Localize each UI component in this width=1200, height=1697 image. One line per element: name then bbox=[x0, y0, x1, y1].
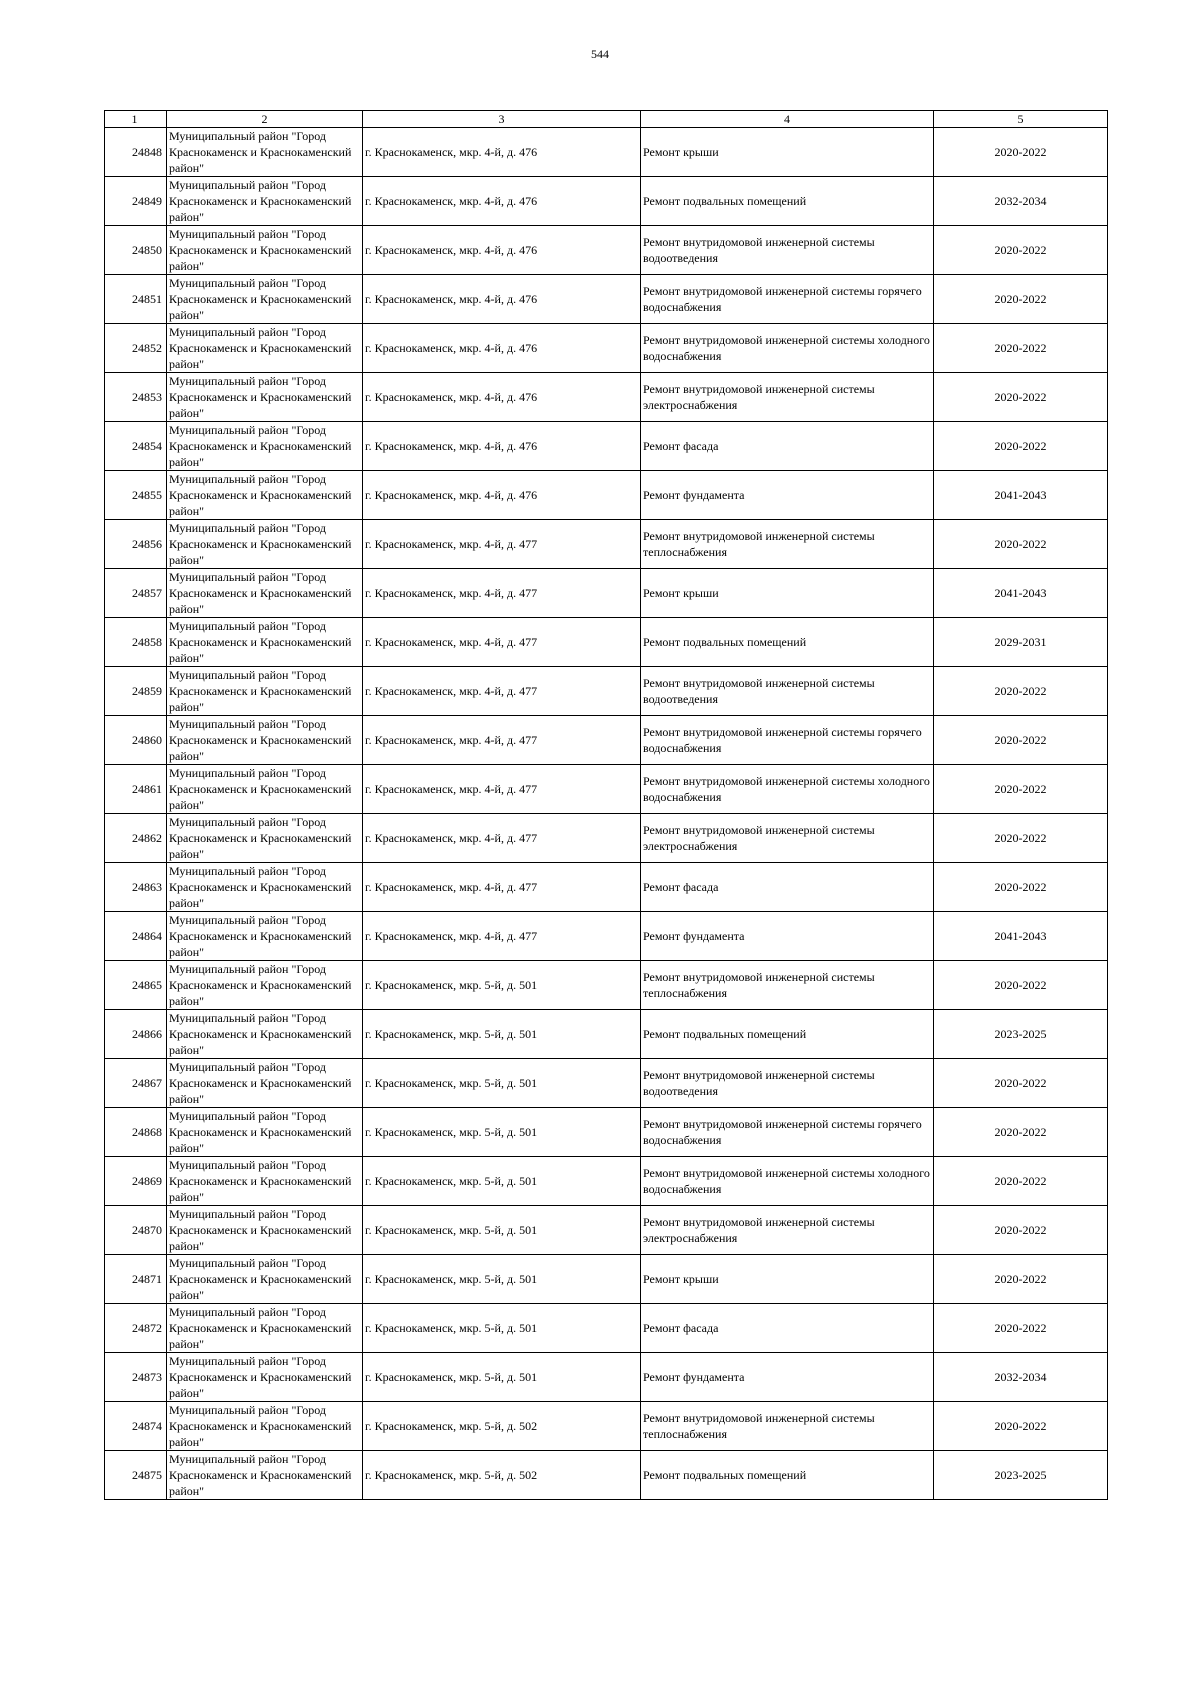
work-type-cell: Ремонт внутридомовой инженерной системы водоотведения bbox=[641, 226, 934, 275]
row-number-cell: 24855 bbox=[105, 471, 167, 520]
address-cell: г. Краснокаменск, мкр. 4-й, д. 477 bbox=[363, 520, 641, 569]
municipality-cell: Муниципальный район "Город Краснокаменск и Краснокаменский район" bbox=[167, 667, 363, 716]
address-cell: г. Краснокаменск, мкр. 4-й, д. 477 bbox=[363, 863, 641, 912]
table-row bbox=[105, 912, 1108, 961]
period-cell: 2023-2025 bbox=[934, 1451, 1108, 1500]
municipality-cell: Муниципальный район "Город Краснокаменск и Краснокаменский район" bbox=[167, 520, 363, 569]
table-row bbox=[105, 422, 1108, 471]
address-cell: г. Краснокаменск, мкр. 4-й, д. 476 bbox=[363, 226, 641, 275]
table-row bbox=[105, 177, 1108, 226]
table-row bbox=[105, 275, 1108, 324]
address-cell: г. Краснокаменск, мкр. 5-й, д. 501 bbox=[363, 1255, 641, 1304]
work-type-cell: Ремонт фасада bbox=[641, 422, 934, 471]
address-cell: г. Краснокаменск, мкр. 5-й, д. 501 bbox=[363, 961, 641, 1010]
table-row bbox=[105, 1353, 1108, 1402]
period-cell: 2041-2043 bbox=[934, 471, 1108, 520]
table-row bbox=[105, 471, 1108, 520]
table-row bbox=[105, 1108, 1108, 1157]
municipality-cell: Муниципальный район "Город Краснокаменск и Краснокаменский район" bbox=[167, 1402, 363, 1451]
address-cell: г. Краснокаменск, мкр. 5-й, д. 501 bbox=[363, 1157, 641, 1206]
address-cell: г. Краснокаменск, мкр. 4-й, д. 476 bbox=[363, 128, 641, 177]
address-cell: г. Краснокаменск, мкр. 5-й, д. 502 bbox=[363, 1451, 641, 1500]
table-row bbox=[105, 1059, 1108, 1108]
table-row bbox=[105, 765, 1108, 814]
period-cell: 2020-2022 bbox=[934, 1304, 1108, 1353]
period-cell: 2032-2034 bbox=[934, 1353, 1108, 1402]
repair-schedule-table bbox=[104, 110, 1108, 1500]
period-cell: 2020-2022 bbox=[934, 128, 1108, 177]
row-number-cell: 24872 bbox=[105, 1304, 167, 1353]
period-cell: 2020-2022 bbox=[934, 324, 1108, 373]
row-number-cell: 24870 bbox=[105, 1206, 167, 1255]
municipality-cell: Муниципальный район "Город Краснокаменск и Краснокаменский район" bbox=[167, 226, 363, 275]
period-cell: 2029-2031 bbox=[934, 618, 1108, 667]
municipality-cell: Муниципальный район "Город Краснокаменск и Краснокаменский район" bbox=[167, 471, 363, 520]
row-number-cell: 24875 bbox=[105, 1451, 167, 1500]
municipality-cell: Муниципальный район "Город Краснокаменск и Краснокаменский район" bbox=[167, 716, 363, 765]
row-number-cell: 24857 bbox=[105, 569, 167, 618]
table-row bbox=[105, 324, 1108, 373]
row-number-cell: 24867 bbox=[105, 1059, 167, 1108]
address-cell: г. Краснокаменск, мкр. 4-й, д. 477 bbox=[363, 765, 641, 814]
address-cell: г. Краснокаменск, мкр. 4-й, д. 476 bbox=[363, 471, 641, 520]
period-cell: 2020-2022 bbox=[934, 1108, 1108, 1157]
table-row bbox=[105, 226, 1108, 275]
row-number-cell: 24861 bbox=[105, 765, 167, 814]
table-row bbox=[105, 1010, 1108, 1059]
table-row bbox=[105, 863, 1108, 912]
municipality-cell: Муниципальный район "Город Краснокаменск и Краснокаменский район" bbox=[167, 618, 363, 667]
row-number-cell: 24871 bbox=[105, 1255, 167, 1304]
row-number-cell: 24869 bbox=[105, 1157, 167, 1206]
work-type-cell: Ремонт внутридомовой инженерной системы электроснабжения bbox=[641, 1206, 934, 1255]
municipality-cell: Муниципальный район "Город Краснокаменск и Краснокаменский район" bbox=[167, 569, 363, 618]
work-type-cell: Ремонт крыши bbox=[641, 1255, 934, 1304]
address-cell: г. Краснокаменск, мкр. 4-й, д. 477 bbox=[363, 569, 641, 618]
period-cell: 2041-2043 bbox=[934, 569, 1108, 618]
row-number-cell: 24852 bbox=[105, 324, 167, 373]
table-row bbox=[105, 1255, 1108, 1304]
address-cell: г. Краснокаменск, мкр. 4-й, д. 476 bbox=[363, 373, 641, 422]
row-number-cell: 24851 bbox=[105, 275, 167, 324]
address-cell: г. Краснокаменск, мкр. 4-й, д. 477 bbox=[363, 912, 641, 961]
municipality-cell: Муниципальный район "Город Краснокаменск и Краснокаменский район" bbox=[167, 765, 363, 814]
table-row bbox=[105, 520, 1108, 569]
column-header-2: 2 bbox=[167, 111, 363, 128]
table-row bbox=[105, 814, 1108, 863]
row-number-cell: 24858 bbox=[105, 618, 167, 667]
column-header-3: 3 bbox=[363, 111, 641, 128]
column-header-4: 4 bbox=[641, 111, 934, 128]
work-type-cell: Ремонт внутридомовой инженерной системы горячего водоснабжения bbox=[641, 275, 934, 324]
table-row bbox=[105, 618, 1108, 667]
work-type-cell: Ремонт внутридомовой инженерной системы теплоснабжения bbox=[641, 1402, 934, 1451]
address-cell: г. Краснокаменск, мкр. 5-й, д. 501 bbox=[363, 1108, 641, 1157]
address-cell: г. Краснокаменск, мкр. 5-й, д. 501 bbox=[363, 1206, 641, 1255]
row-number-cell: 24850 bbox=[105, 226, 167, 275]
municipality-cell: Муниципальный район "Город Краснокаменск и Краснокаменский район" bbox=[167, 863, 363, 912]
period-cell: 2020-2022 bbox=[934, 716, 1108, 765]
row-number-cell: 24853 bbox=[105, 373, 167, 422]
row-number-cell: 24849 bbox=[105, 177, 167, 226]
work-type-cell: Ремонт внутридомовой инженерной системы водоотведения bbox=[641, 1059, 934, 1108]
municipality-cell: Муниципальный район "Город Краснокаменск и Краснокаменский район" bbox=[167, 177, 363, 226]
municipality-cell: Муниципальный район "Город Краснокаменск и Краснокаменский район" bbox=[167, 912, 363, 961]
row-number-cell: 24862 bbox=[105, 814, 167, 863]
row-number-cell: 24865 bbox=[105, 961, 167, 1010]
row-number-cell: 24873 bbox=[105, 1353, 167, 1402]
work-type-cell: Ремонт внутридомовой инженерной системы электроснабжения bbox=[641, 814, 934, 863]
work-type-cell: Ремонт подвальных помещений bbox=[641, 1451, 934, 1500]
municipality-cell: Муниципальный район "Город Краснокаменск и Краснокаменский район" bbox=[167, 1304, 363, 1353]
work-type-cell: Ремонт внутридомовой инженерной системы теплоснабжения bbox=[641, 961, 934, 1010]
municipality-cell: Муниципальный район "Город Краснокаменск и Краснокаменский район" bbox=[167, 961, 363, 1010]
address-cell: г. Краснокаменск, мкр. 4-й, д. 476 bbox=[363, 324, 641, 373]
municipality-cell: Муниципальный район "Город Краснокаменск и Краснокаменский район" bbox=[167, 1255, 363, 1304]
municipality-cell: Муниципальный район "Город Краснокаменск и Краснокаменский район" bbox=[167, 373, 363, 422]
table-row bbox=[105, 1304, 1108, 1353]
work-type-cell: Ремонт внутридомовой инженерной системы теплоснабжения bbox=[641, 520, 934, 569]
work-type-cell: Ремонт фасада bbox=[641, 1304, 934, 1353]
period-cell: 2020-2022 bbox=[934, 667, 1108, 716]
address-cell: г. Краснокаменск, мкр. 4-й, д. 476 bbox=[363, 422, 641, 471]
address-cell: г. Краснокаменск, мкр. 4-й, д. 477 bbox=[363, 667, 641, 716]
table-row bbox=[105, 128, 1108, 177]
work-type-cell: Ремонт фасада bbox=[641, 863, 934, 912]
table-row bbox=[105, 1206, 1108, 1255]
municipality-cell: Муниципальный район "Город Краснокаменск и Краснокаменский район" bbox=[167, 1059, 363, 1108]
row-number-cell: 24866 bbox=[105, 1010, 167, 1059]
work-type-cell: Ремонт внутридомовой инженерной системы холодного водоснабжения bbox=[641, 1157, 934, 1206]
work-type-cell: Ремонт фундамента bbox=[641, 1353, 934, 1402]
table-row bbox=[105, 667, 1108, 716]
table-row bbox=[105, 1402, 1108, 1451]
period-cell: 2032-2034 bbox=[934, 177, 1108, 226]
work-type-cell: Ремонт внутридомовой инженерной системы водоотведения bbox=[641, 667, 934, 716]
row-number-cell: 24863 bbox=[105, 863, 167, 912]
period-cell: 2020-2022 bbox=[934, 520, 1108, 569]
period-cell: 2020-2022 bbox=[934, 226, 1108, 275]
municipality-cell: Муниципальный район "Город Краснокаменск и Краснокаменский район" bbox=[167, 128, 363, 177]
row-number-cell: 24864 bbox=[105, 912, 167, 961]
row-number-cell: 24848 bbox=[105, 128, 167, 177]
period-cell: 2020-2022 bbox=[934, 961, 1108, 1010]
period-cell: 2020-2022 bbox=[934, 422, 1108, 471]
address-cell: г. Краснокаменск, мкр. 5-й, д. 501 bbox=[363, 1010, 641, 1059]
period-cell: 2020-2022 bbox=[934, 1157, 1108, 1206]
municipality-cell: Муниципальный район "Город Краснокаменск и Краснокаменский район" bbox=[167, 275, 363, 324]
period-cell: 2020-2022 bbox=[934, 863, 1108, 912]
municipality-cell: Муниципальный район "Город Краснокаменск и Краснокаменский район" bbox=[167, 422, 363, 471]
period-cell: 2020-2022 bbox=[934, 1206, 1108, 1255]
work-type-cell: Ремонт внутридомовой инженерной системы электроснабжения bbox=[641, 373, 934, 422]
work-type-cell: Ремонт подвальных помещений bbox=[641, 1010, 934, 1059]
municipality-cell: Муниципальный район "Город Краснокаменск и Краснокаменский район" bbox=[167, 1010, 363, 1059]
address-cell: г. Краснокаменск, мкр. 4-й, д. 476 bbox=[363, 177, 641, 226]
work-type-cell: Ремонт внутридомовой инженерной системы холодного водоснабжения bbox=[641, 765, 934, 814]
period-cell: 2020-2022 bbox=[934, 1402, 1108, 1451]
address-cell: г. Краснокаменск, мкр. 4-й, д. 476 bbox=[363, 275, 641, 324]
address-cell: г. Краснокаменск, мкр. 5-й, д. 501 bbox=[363, 1304, 641, 1353]
municipality-cell: Муниципальный район "Город Краснокаменск и Краснокаменский район" bbox=[167, 814, 363, 863]
work-type-cell: Ремонт крыши bbox=[641, 569, 934, 618]
address-cell: г. Краснокаменск, мкр. 4-й, д. 477 bbox=[363, 814, 641, 863]
work-type-cell: Ремонт внутридомовой инженерной системы горячего водоснабжения bbox=[641, 1108, 934, 1157]
address-cell: г. Краснокаменск, мкр. 5-й, д. 501 bbox=[363, 1059, 641, 1108]
period-cell: 2041-2043 bbox=[934, 912, 1108, 961]
row-number-cell: 24860 bbox=[105, 716, 167, 765]
page-number: 544 bbox=[591, 47, 609, 61]
address-cell: г. Краснокаменск, мкр. 5-й, д. 502 bbox=[363, 1402, 641, 1451]
table-row bbox=[105, 1157, 1108, 1206]
work-type-cell: Ремонт фундамента bbox=[641, 912, 934, 961]
municipality-cell: Муниципальный район "Город Краснокаменск и Краснокаменский район" bbox=[167, 1108, 363, 1157]
work-type-cell: Ремонт внутридомовой инженерной системы холодного водоснабжения bbox=[641, 324, 934, 373]
municipality-cell: Муниципальный район "Город Краснокаменск и Краснокаменский район" bbox=[167, 1157, 363, 1206]
address-cell: г. Краснокаменск, мкр. 5-й, д. 501 bbox=[363, 1353, 641, 1402]
period-cell: 2020-2022 bbox=[934, 765, 1108, 814]
period-cell: 2023-2025 bbox=[934, 1010, 1108, 1059]
table-row bbox=[105, 373, 1108, 422]
work-type-cell: Ремонт крыши bbox=[641, 128, 934, 177]
row-number-cell: 24874 bbox=[105, 1402, 167, 1451]
work-type-cell: Ремонт подвальных помещений bbox=[641, 618, 934, 667]
work-type-cell: Ремонт подвальных помещений bbox=[641, 177, 934, 226]
column-header-5: 5 bbox=[934, 111, 1108, 128]
table-row bbox=[105, 961, 1108, 1010]
row-number-cell: 24856 bbox=[105, 520, 167, 569]
address-cell: г. Краснокаменск, мкр. 4-й, д. 477 bbox=[363, 618, 641, 667]
column-header-1: 1 bbox=[105, 111, 167, 128]
address-cell: г. Краснокаменск, мкр. 4-й, д. 477 bbox=[363, 716, 641, 765]
period-cell: 2020-2022 bbox=[934, 373, 1108, 422]
municipality-cell: Муниципальный район "Город Краснокаменск и Краснокаменский район" bbox=[167, 1451, 363, 1500]
municipality-cell: Муниципальный район "Город Краснокаменск и Краснокаменский район" bbox=[167, 1206, 363, 1255]
row-number-cell: 24868 bbox=[105, 1108, 167, 1157]
period-cell: 2020-2022 bbox=[934, 814, 1108, 863]
table-body bbox=[105, 128, 1108, 1500]
row-number-cell: 24859 bbox=[105, 667, 167, 716]
period-cell: 2020-2022 bbox=[934, 1255, 1108, 1304]
municipality-cell: Муниципальный район "Город Краснокаменск и Краснокаменский район" bbox=[167, 324, 363, 373]
period-cell: 2020-2022 bbox=[934, 1059, 1108, 1108]
work-type-cell: Ремонт фундамента bbox=[641, 471, 934, 520]
municipality-cell: Муниципальный район "Город Краснокаменск и Краснокаменский район" bbox=[167, 1353, 363, 1402]
work-type-cell: Ремонт внутридомовой инженерной системы горячего водоснабжения bbox=[641, 716, 934, 765]
table-header-row bbox=[105, 111, 1108, 128]
table-row bbox=[105, 569, 1108, 618]
table-row bbox=[105, 716, 1108, 765]
period-cell: 2020-2022 bbox=[934, 275, 1108, 324]
row-number-cell: 24854 bbox=[105, 422, 167, 471]
table-row bbox=[105, 1451, 1108, 1500]
